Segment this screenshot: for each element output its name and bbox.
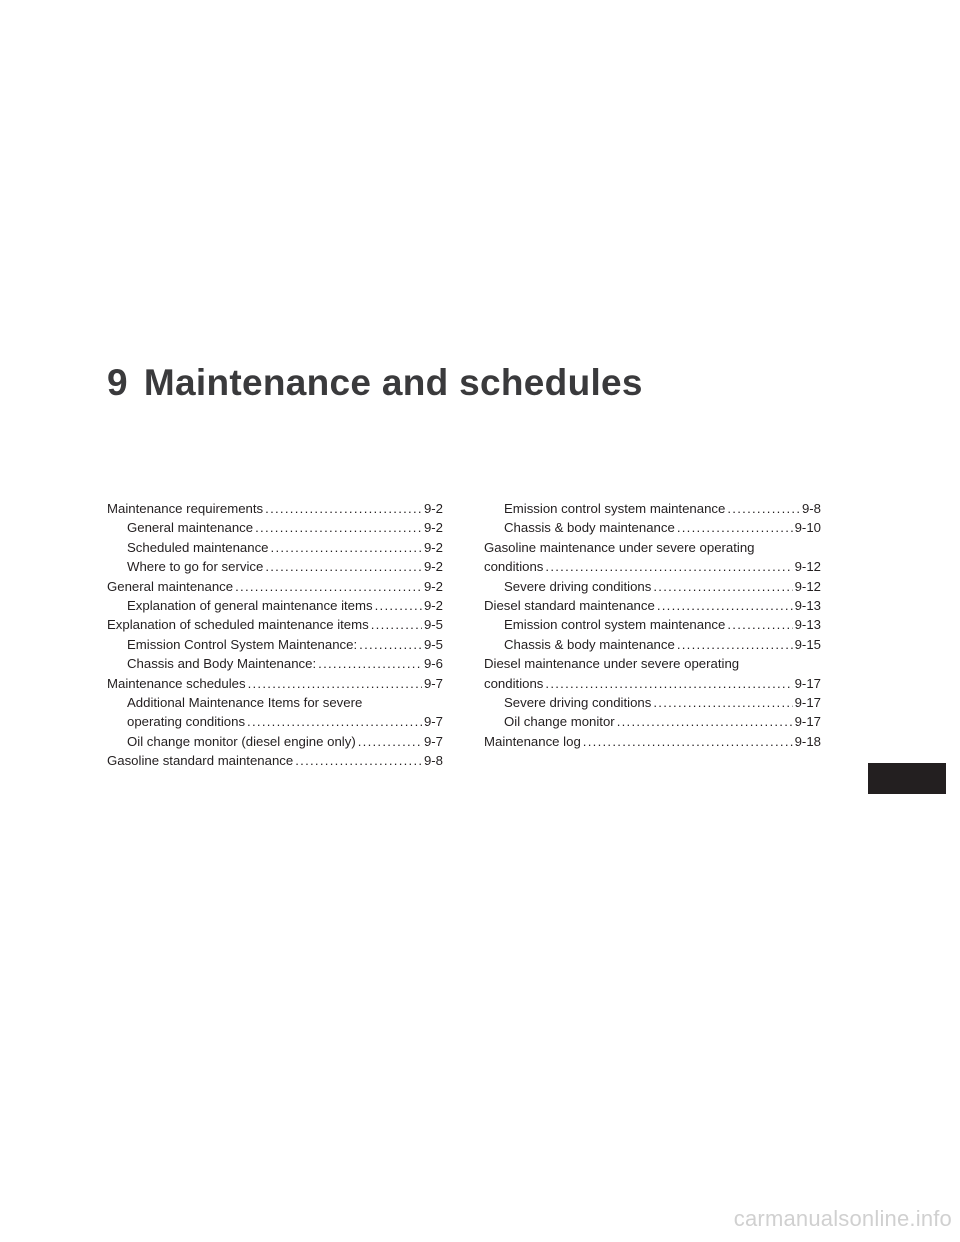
toc-entry bbox=[107, 635, 443, 654]
toc-entry-label: Chassis & body maintenance bbox=[504, 520, 675, 536]
toc-entry-label: Severe driving conditions bbox=[504, 578, 652, 594]
toc-leader-dots bbox=[677, 518, 793, 537]
toc-entry-label: Gasoline standard maintenance bbox=[107, 753, 294, 769]
toc-entry bbox=[484, 635, 821, 654]
toc-entry-label: Emission control system maintenance bbox=[504, 617, 726, 633]
toc-entry-page: 9-2 bbox=[423, 578, 443, 594]
toc-entry-label: conditions bbox=[484, 559, 544, 575]
toc-entry-page: 9-5 bbox=[423, 636, 443, 652]
toc-entry-label: General maintenance bbox=[127, 520, 254, 536]
toc-entry-label: General maintenance bbox=[107, 578, 234, 594]
toc-leader-dots bbox=[295, 751, 422, 770]
toc-entry bbox=[107, 538, 443, 557]
toc-entry-page: 9-6 bbox=[423, 656, 443, 672]
toc-entry-page: 9-2 bbox=[423, 559, 443, 575]
toc-entry-label: Additional Maintenance Items for severe bbox=[127, 694, 363, 710]
toc-leader-dots bbox=[545, 674, 792, 693]
toc-leader-dots bbox=[371, 615, 422, 634]
toc-leader-dots bbox=[247, 712, 422, 731]
chapter-title-text: Maintenance and schedules bbox=[143, 362, 643, 403]
toc-entry-page: 9-12 bbox=[794, 559, 821, 575]
toc-entry-page: 9-2 bbox=[423, 597, 443, 613]
toc-entry-label: Maintenance log bbox=[484, 733, 581, 749]
toc-entry-label: Explanation of scheduled maintenance items bbox=[107, 617, 369, 633]
toc-entry bbox=[107, 674, 443, 693]
chapter-tab-marker bbox=[868, 763, 946, 794]
chapter-number: 9 bbox=[107, 362, 128, 403]
toc-entry-page: 9-13 bbox=[794, 597, 821, 613]
toc-leader-dots bbox=[727, 499, 800, 518]
toc-entry-label: Chassis and Body Maintenance: bbox=[127, 656, 317, 672]
toc-entry bbox=[484, 615, 821, 634]
toc-entry-page: 9-5 bbox=[423, 617, 443, 633]
toc-leader-dots bbox=[271, 538, 422, 557]
toc-entry-label-line bbox=[484, 654, 821, 673]
toc-entry-page: 9-2 bbox=[423, 520, 443, 536]
toc-leader-dots bbox=[617, 712, 793, 731]
toc-entry-label: Chassis & body maintenance bbox=[504, 636, 675, 652]
chapter-title bbox=[107, 362, 643, 404]
toc-entry bbox=[484, 557, 821, 576]
toc-leader-dots bbox=[248, 674, 422, 693]
toc-entry bbox=[484, 577, 821, 596]
toc-entry bbox=[107, 596, 443, 615]
toc-entry bbox=[484, 712, 821, 731]
toc-entry-page: 9-7 bbox=[423, 675, 443, 691]
toc-entry bbox=[107, 712, 443, 731]
toc-entry bbox=[484, 732, 821, 751]
toc-leader-dots bbox=[375, 596, 422, 615]
toc-entry-label: Oil change monitor (diesel engine only) bbox=[127, 733, 356, 749]
toc-entry-label: operating conditions bbox=[127, 714, 246, 730]
toc-entry bbox=[107, 577, 443, 596]
toc-leader-dots bbox=[358, 732, 422, 751]
toc-entry bbox=[107, 615, 443, 634]
toc-entry-page: 9-15 bbox=[794, 636, 821, 652]
toc-entry-page: 9-8 bbox=[801, 500, 821, 516]
toc-entry-label-line bbox=[484, 538, 821, 557]
toc-entry-page: 9-17 bbox=[794, 675, 821, 691]
toc-left-column bbox=[107, 499, 443, 770]
toc-entry-label: Diesel standard maintenance bbox=[484, 597, 655, 613]
toc-entry-label: Emission control system maintenance bbox=[504, 500, 726, 516]
toc-entry-page: 9-10 bbox=[794, 520, 821, 536]
toc-right-column bbox=[484, 499, 821, 751]
toc-entry bbox=[484, 518, 821, 537]
toc-entry bbox=[107, 499, 443, 518]
toc-entry-page: 9-2 bbox=[423, 539, 443, 555]
toc-entry-label: Maintenance requirements bbox=[107, 500, 264, 516]
toc-entry-page: 9-12 bbox=[794, 578, 821, 594]
toc-leader-dots bbox=[653, 693, 792, 712]
toc-leader-dots bbox=[318, 654, 422, 673]
toc-leader-dots bbox=[265, 499, 422, 518]
toc-entry-page: 9-2 bbox=[423, 500, 443, 516]
toc-leader-dots bbox=[255, 518, 422, 537]
toc-leader-dots bbox=[545, 557, 792, 576]
toc-entry-page: 9-18 bbox=[794, 733, 821, 749]
toc-entry-label-line bbox=[107, 693, 443, 712]
toc-entry-label: Oil change monitor bbox=[504, 714, 615, 730]
toc-entry-label: Explanation of general maintenance items bbox=[127, 597, 373, 613]
toc-leader-dots bbox=[235, 577, 422, 596]
toc-entry-label: Maintenance schedules bbox=[107, 675, 246, 691]
toc-leader-dots bbox=[265, 557, 422, 576]
toc-entry-page: 9-17 bbox=[794, 714, 821, 730]
toc-entry bbox=[484, 596, 821, 615]
toc-entry bbox=[107, 518, 443, 537]
toc-leader-dots bbox=[653, 577, 792, 596]
toc-entry bbox=[107, 732, 443, 751]
toc-entry-label: Scheduled maintenance bbox=[127, 539, 269, 555]
toc-leader-dots bbox=[657, 596, 793, 615]
toc-leader-dots bbox=[359, 635, 422, 654]
toc-leader-dots bbox=[583, 732, 793, 751]
toc-entry bbox=[484, 674, 821, 693]
toc-entry-label: Where to go for service bbox=[127, 559, 264, 575]
toc-entry bbox=[107, 751, 443, 770]
toc-entry bbox=[107, 557, 443, 576]
toc-entry-page: 9-8 bbox=[423, 753, 443, 769]
watermark: carmanualsonline.info bbox=[733, 1206, 952, 1231]
toc-entry-label: Severe driving conditions bbox=[504, 694, 652, 710]
toc-entry-page: 9-13 bbox=[794, 617, 821, 633]
toc-entry-page: 9-17 bbox=[794, 694, 821, 710]
toc-leader-dots bbox=[727, 615, 792, 634]
toc-entry-label: conditions bbox=[484, 675, 544, 691]
toc-entry bbox=[484, 693, 821, 712]
toc-entry-page: 9-7 bbox=[423, 714, 443, 730]
toc-entry-label: Diesel maintenance under severe operating bbox=[484, 656, 740, 672]
toc-entry bbox=[107, 654, 443, 673]
toc-entry-label: Gasoline maintenance under severe operating bbox=[484, 539, 755, 555]
toc-leader-dots bbox=[677, 635, 793, 654]
toc-entry-label: Emission Control System Maintenance: bbox=[127, 636, 358, 652]
toc-entry-page: 9-7 bbox=[423, 733, 443, 749]
toc-entry bbox=[484, 499, 821, 518]
